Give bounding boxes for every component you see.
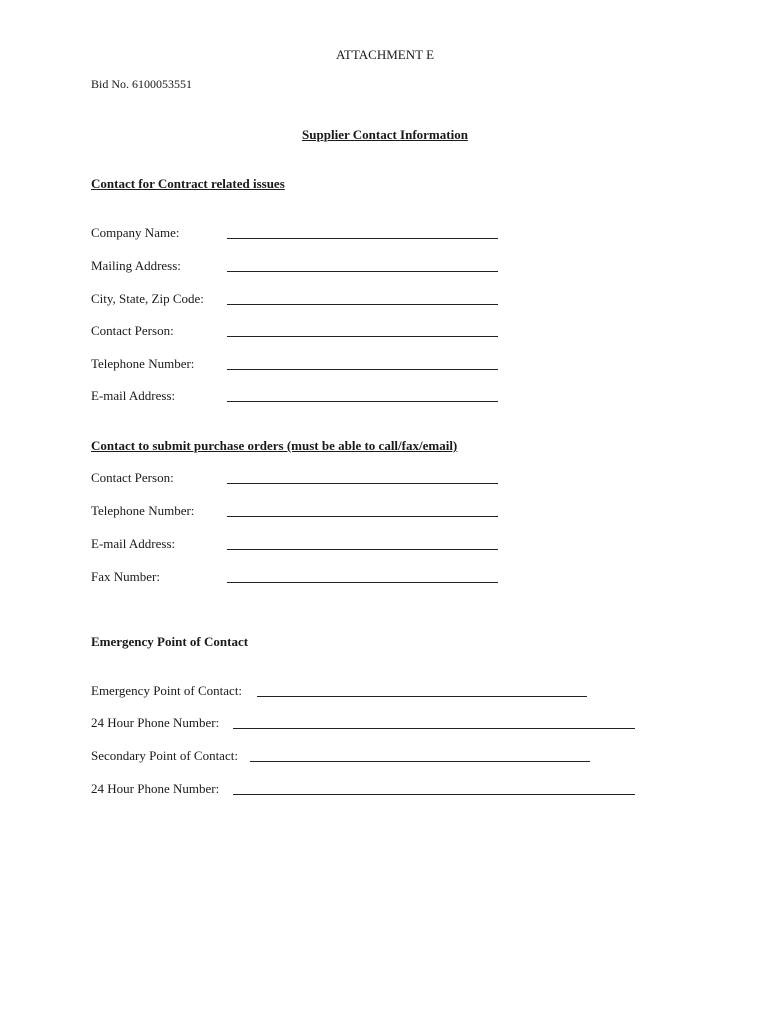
emergency-phone-line[interactable] — [233, 728, 635, 729]
po-contact-person-line[interactable] — [227, 483, 498, 484]
contract-telephone-label: Telephone Number: — [91, 356, 195, 371]
po-telephone-label: Telephone Number: — [91, 503, 195, 518]
po-telephone-line[interactable] — [227, 516, 498, 517]
po-fax-label: Fax Number: — [91, 569, 160, 584]
contract-email-line[interactable] — [227, 401, 498, 402]
po-contact-person-label: Contact Person: — [91, 470, 174, 485]
po-email-line[interactable] — [227, 549, 498, 550]
contract-section-heading: Contact for Contract related issues — [91, 176, 285, 191]
secondary-phone-label: 24 Hour Phone Number: — [91, 781, 220, 796]
contract-contact-person-label: Contact Person: — [91, 323, 174, 338]
po-email-label: E-mail Address: — [91, 536, 176, 551]
emergency-contact-line[interactable] — [257, 696, 587, 697]
po-section-heading: Contact to submit purchase orders (must be able to call/fax/email) — [91, 438, 458, 453]
company-name-line[interactable] — [227, 238, 498, 239]
secondary-phone-line[interactable] — [233, 794, 635, 795]
secondary-contact-label: Secondary Point of Contact: — [91, 748, 238, 763]
secondary-contact-line[interactable] — [250, 761, 590, 762]
contract-contact-person-line[interactable] — [227, 336, 498, 337]
city-state-zip-label: City, State, Zip Code: — [91, 291, 204, 306]
bid-number: Bid No. 6100053551 — [91, 77, 193, 91]
city-state-zip-line[interactable] — [227, 304, 498, 305]
emergency-section-heading: Emergency Point of Contact — [91, 634, 249, 649]
attachment-label: ATTACHMENT E — [335, 47, 435, 62]
po-fax-line[interactable] — [227, 582, 498, 583]
mailing-address-line[interactable] — [227, 271, 498, 272]
emergency-phone-label: 24 Hour Phone Number: — [91, 715, 220, 730]
contract-email-label: E-mail Address: — [91, 388, 176, 403]
mailing-address-label: Mailing Address: — [91, 258, 181, 273]
company-name-label: Company Name: — [91, 225, 180, 240]
contract-telephone-line[interactable] — [227, 369, 498, 370]
page-title: Supplier Contact Information — [302, 127, 468, 142]
emergency-contact-label: Emergency Point of Contact: — [91, 683, 243, 698]
